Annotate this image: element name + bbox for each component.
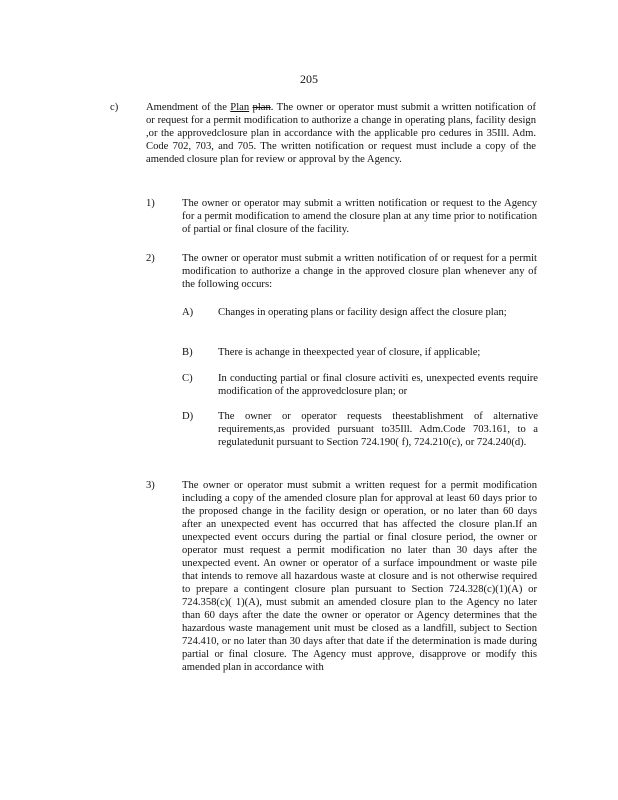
item-label: 3) <box>146 480 155 491</box>
item-text: The owner or operator must submit a written request for a permit modification including a copy of the amended closure plan for approval at least 60 days prior to the proposed change in the facility design or operation, or no later than 60 days after an unexpected event has occurred that has affected the closure plan.If an unexpected event occurs during the partial or final closure period, the owner or operator must request a permit modification no later than 30 days after the unexpected event. An owner or operator of a surface impoundment or waste pile that intends to remove all hazardous waste at closure and is not otherwise required to prepare a contingent closure plan pursuant to Section 724.328(c)(1)(A) or 724.358(c)( 1)(A), must submit an amended closure plan to the Agency no later than 60 days after the date the owner or operator or Agency determines that the hazardous waste management unit must be closed as a landfill, subject to Section 724.410, or no later than 30 days after that date if the determination is made during partial or final closure. The Agency must approve, disapprove or modify this amended plan in accordance with <box>182 480 537 673</box>
item-label: 2) <box>146 253 155 264</box>
subitem-text: Changes in operating plans or facility design affect the closure plan; <box>218 307 507 318</box>
heading-deleted-text: plan <box>252 102 271 113</box>
subitem-label: D) <box>182 411 194 422</box>
subitem-text: There is achange in theexpected year of closure, if applicable; <box>218 347 481 358</box>
section-body: The owner or operator must submit a written notification of or request for a permit modification to authorize a change in operating plans, facility design ,or the approvedclosure plan in accordance with the applicable pro cedures in 35Ill. Adm. Code 702, 703, and 705. The written notification or request must include a copy of the amended closure plan for review or approval by the Agency. <box>146 102 536 165</box>
item-label: 1) <box>146 198 155 209</box>
item-text: The owner or operator may submit a written notification or request to the Agency for a permit modification to amend the closure plan at any time prior to notification of partial or final closure of the facility. <box>182 198 537 235</box>
heading-inserted-text: Plan <box>230 102 250 113</box>
subitem-text: In conducting partial or final closure activiti es, unexpected events require modification of the approvedclosure plan; or <box>218 373 538 397</box>
item-text: The owner or operator must submit a written notification of or request for a permit modification to authorize a change in the approved closure plan whenever any of the following occurs: <box>182 253 537 290</box>
subitem-label: A) <box>182 307 194 318</box>
section-paragraph <box>146 101 536 166</box>
section-label: c) <box>110 102 119 113</box>
page-number: 205 <box>300 72 318 86</box>
subitem-text: The owner or operator requests theestablishment of alternative requirements,as provided pursuant to35Ill. Adm.Code 703.161, to a regulatedunit pursuant to Section 724.190( f), 724.210(c), or 724.240(d). <box>218 411 538 448</box>
heading-suffix: . <box>270 102 274 113</box>
subitem-label: C) <box>182 373 193 384</box>
subitem-label: B) <box>182 347 193 358</box>
heading-prefix: Amendment of the <box>146 102 231 113</box>
